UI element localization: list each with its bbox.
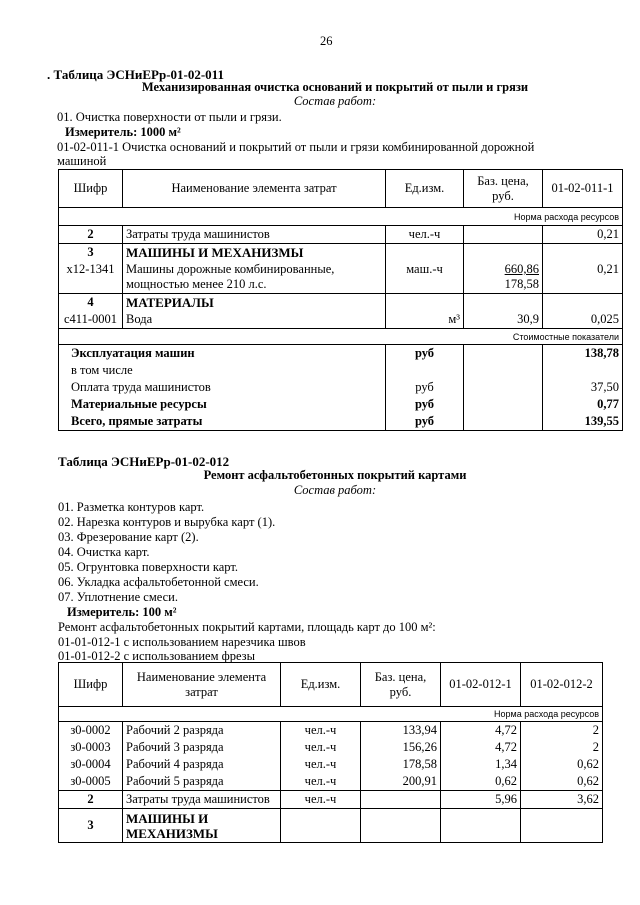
t2-row-0-unit: чел.-ч <box>281 722 361 740</box>
t2-header-name: Наименование элемента затрат <box>123 663 281 707</box>
table-row <box>59 756 603 773</box>
t1-mat-section-name: МАТЕРИАЛЫ <box>123 294 386 312</box>
t1-labor-value: 0,21 <box>543 226 623 244</box>
table-row <box>59 773 603 791</box>
t2-row-1-v2: 2 <box>521 739 603 756</box>
t1-summary-4-name: Всего, прямые затраты <box>59 413 386 431</box>
t2-row-1-name: Рабочий 3 разряда <box>123 739 281 756</box>
t1-summary-4-value: 139,55 <box>543 413 623 431</box>
t2-header-unit: Ед.изм. <box>281 663 361 707</box>
page-number: 26 <box>320 34 333 48</box>
t1-summary-0-name: Эксплуатация машин <box>59 345 386 363</box>
table2-work-7: 07. Уплотнение смеси. <box>58 590 178 604</box>
t1-mat-row-name: Вода <box>123 311 386 329</box>
t1-summary-2-name: Оплата труда машинистов <box>59 379 386 396</box>
t2-row-0-price: 133,94 <box>361 722 441 740</box>
t2-row-3-price: 200,91 <box>361 773 441 791</box>
t1-mach-row-name2: мощностью менее 210 л.с. <box>126 277 267 291</box>
t2-header-col2: 01-02-012-2 <box>521 663 603 707</box>
t1-summary-2-value: 37,50 <box>543 379 623 396</box>
t1-labor-code: 2 <box>59 226 123 244</box>
t1-header-code: Шифр <box>59 170 123 208</box>
table2-work-5: 05. Огрунтовка поверхности карт. <box>58 560 238 574</box>
table2-heading: Таблица ЭСНиЕРр-01-02-012 <box>58 454 230 469</box>
table1-title: Механизированная очистка оснований и покрытий от пыли и грязи <box>141 80 529 94</box>
t1-summary-3-unit: руб <box>386 396 464 413</box>
t2-header-price: Баз. цена, руб. <box>361 663 441 707</box>
table2-work-4: 04. Очистка карт. <box>58 545 150 559</box>
table2-work-6: 06. Укладка асфальтобетонной смеси. <box>58 575 259 589</box>
t1-labor-unit: чел.-ч <box>386 226 464 244</box>
t1-mat-row-code: с411-0001 <box>59 311 123 329</box>
t2-row-1-code: з0-0003 <box>59 739 123 756</box>
t1-mat-row-value: 0,025 <box>543 311 623 329</box>
t2-norm-label: Норма расхода ресурсов <box>59 707 603 722</box>
t2-row-2-code: з0-0004 <box>59 756 123 773</box>
table1-work-1: 01. Очистка поверхности от пыли и грязи. <box>57 110 282 124</box>
t2-labor-code: 2 <box>59 791 123 809</box>
t2-row-3-unit: чел.-ч <box>281 773 361 791</box>
t2-row-0-v1: 4,72 <box>441 722 521 740</box>
t1-header-unit: Ед.изм. <box>386 170 464 208</box>
t2-row-2-price: 178,58 <box>361 756 441 773</box>
t2-row-3-name: Рабочий 5 разряда <box>123 773 281 791</box>
t2-mach-section-name2: МЕХАНИЗМЫ <box>126 825 218 841</box>
t2-mach-section-name1: МАШИНЫ И <box>126 810 209 826</box>
table-row <box>59 722 603 740</box>
table2-measure: Измеритель: 100 м² <box>67 605 177 619</box>
t2-row-2-v2: 0,62 <box>521 756 603 773</box>
table2-work-3: 03. Фрезерование карт (2). <box>58 530 199 544</box>
table2-desc-line2: 01-01-012-1 с использованием нарезчика швов <box>58 635 306 649</box>
t2-labor-name: Затраты труда машинистов <box>123 791 281 809</box>
table2-sostav-label: Состав работ: <box>293 483 377 497</box>
t1-mach-section-code: 3 <box>59 244 123 262</box>
table2-work-2: 02. Нарезка контуров и вырубка карт (1). <box>58 515 276 529</box>
t2-row-0-name: Рабочий 2 разряда <box>123 722 281 740</box>
t2-row-2-name: Рабочий 4 разряда <box>123 756 281 773</box>
t1-summary-4-unit: руб <box>386 413 464 431</box>
table2-title: Ремонт асфальтобетонных покрытий картами <box>203 468 467 482</box>
t1-mach-row-price1: 660,86 <box>504 262 539 276</box>
t2-labor-unit: чел.-ч <box>281 791 361 809</box>
table1-desc-line1: 01-02-011-1 Очистка оснований и покрытий от пыли и грязи комбинированной дорожной <box>57 140 535 154</box>
t2-row-3-v1: 0,62 <box>441 773 521 791</box>
table1-heading: . Таблица ЭСНиЕРр-01-02-011 <box>47 67 224 82</box>
t1-norm-label: Норма расхода ресурсов <box>59 208 623 226</box>
t1-summary-1-name: в том числе <box>59 362 386 379</box>
table1-measure: Измеритель: 1000 м² <box>65 125 181 139</box>
t1-header-col1: 01-02-011-1 <box>543 170 623 208</box>
t2-header-code: Шифр <box>59 663 123 707</box>
t2-header-col1: 01-02-012-1 <box>441 663 521 707</box>
table2-work-1: 01. Разметка контуров карт. <box>58 500 205 514</box>
t1-mach-row-value: 0,21 <box>543 261 623 294</box>
table1-desc-line2: машиной <box>57 154 107 168</box>
t2-row-1-price: 156,26 <box>361 739 441 756</box>
t2-row-3-code: з0-0005 <box>59 773 123 791</box>
t1-summary-3-value: 0,77 <box>543 396 623 413</box>
t2-row-0-code: з0-0002 <box>59 722 123 740</box>
t1-mach-row-name <box>123 261 386 294</box>
t1-summary-2-unit: руб <box>386 379 464 396</box>
t2-labor-v1: 5,96 <box>441 791 521 809</box>
t1-mat-section-code: 4 <box>59 294 123 312</box>
t1-mat-row-price: 30,9 <box>464 311 543 329</box>
t2-row-0-v2: 2 <box>521 722 603 740</box>
t2-row-1-unit: чел.-ч <box>281 739 361 756</box>
t1-summary-0-value: 138,78 <box>543 345 623 363</box>
table1-sostav-label: Состав работ: <box>293 94 377 108</box>
t2-row-1-v1: 4,72 <box>441 739 521 756</box>
t1-mach-row-name1: Машины дорожные комбинированные, <box>126 262 335 276</box>
t1-labor-name: Затраты труда машинистов <box>123 226 386 244</box>
t1-mach-row-unit: маш.-ч <box>386 261 464 294</box>
table2-desc-line3: 01-01-012-2 с использованием фрезы <box>58 649 255 663</box>
t1-header-price: Баз. цена, руб. <box>464 170 543 208</box>
t1-mat-row-unit: м³ <box>386 311 464 329</box>
t1-mach-row-price2: 178,58 <box>504 277 539 291</box>
t1-cost-label: Стоимостные показатели <box>59 329 623 345</box>
t2-labor-v2: 3,62 <box>521 791 603 809</box>
t1-mach-row-price <box>464 261 543 294</box>
table2-desc-line1: Ремонт асфальтобетонных покрытий картами, площадь карт до 100 м²: <box>58 620 436 634</box>
t1-mach-row-code: х12-1341 <box>59 261 123 294</box>
t1-summary-3-name: Материальные ресурсы <box>59 396 386 413</box>
t1-summary-0-unit: руб <box>386 345 464 363</box>
t2-mach-section-code: 3 <box>59 809 123 843</box>
t2-row-3-v2: 0,62 <box>521 773 603 791</box>
t1-header-name: Наименование элемента затрат <box>123 170 386 208</box>
table2 <box>58 662 603 843</box>
table1 <box>58 169 623 431</box>
t2-mach-section-name <box>123 809 281 843</box>
t2-row-2-v1: 1,34 <box>441 756 521 773</box>
t1-mach-section-name: МАШИНЫ И МЕХАНИЗМЫ <box>123 244 386 262</box>
table-row <box>59 739 603 756</box>
t2-row-2-unit: чел.-ч <box>281 756 361 773</box>
